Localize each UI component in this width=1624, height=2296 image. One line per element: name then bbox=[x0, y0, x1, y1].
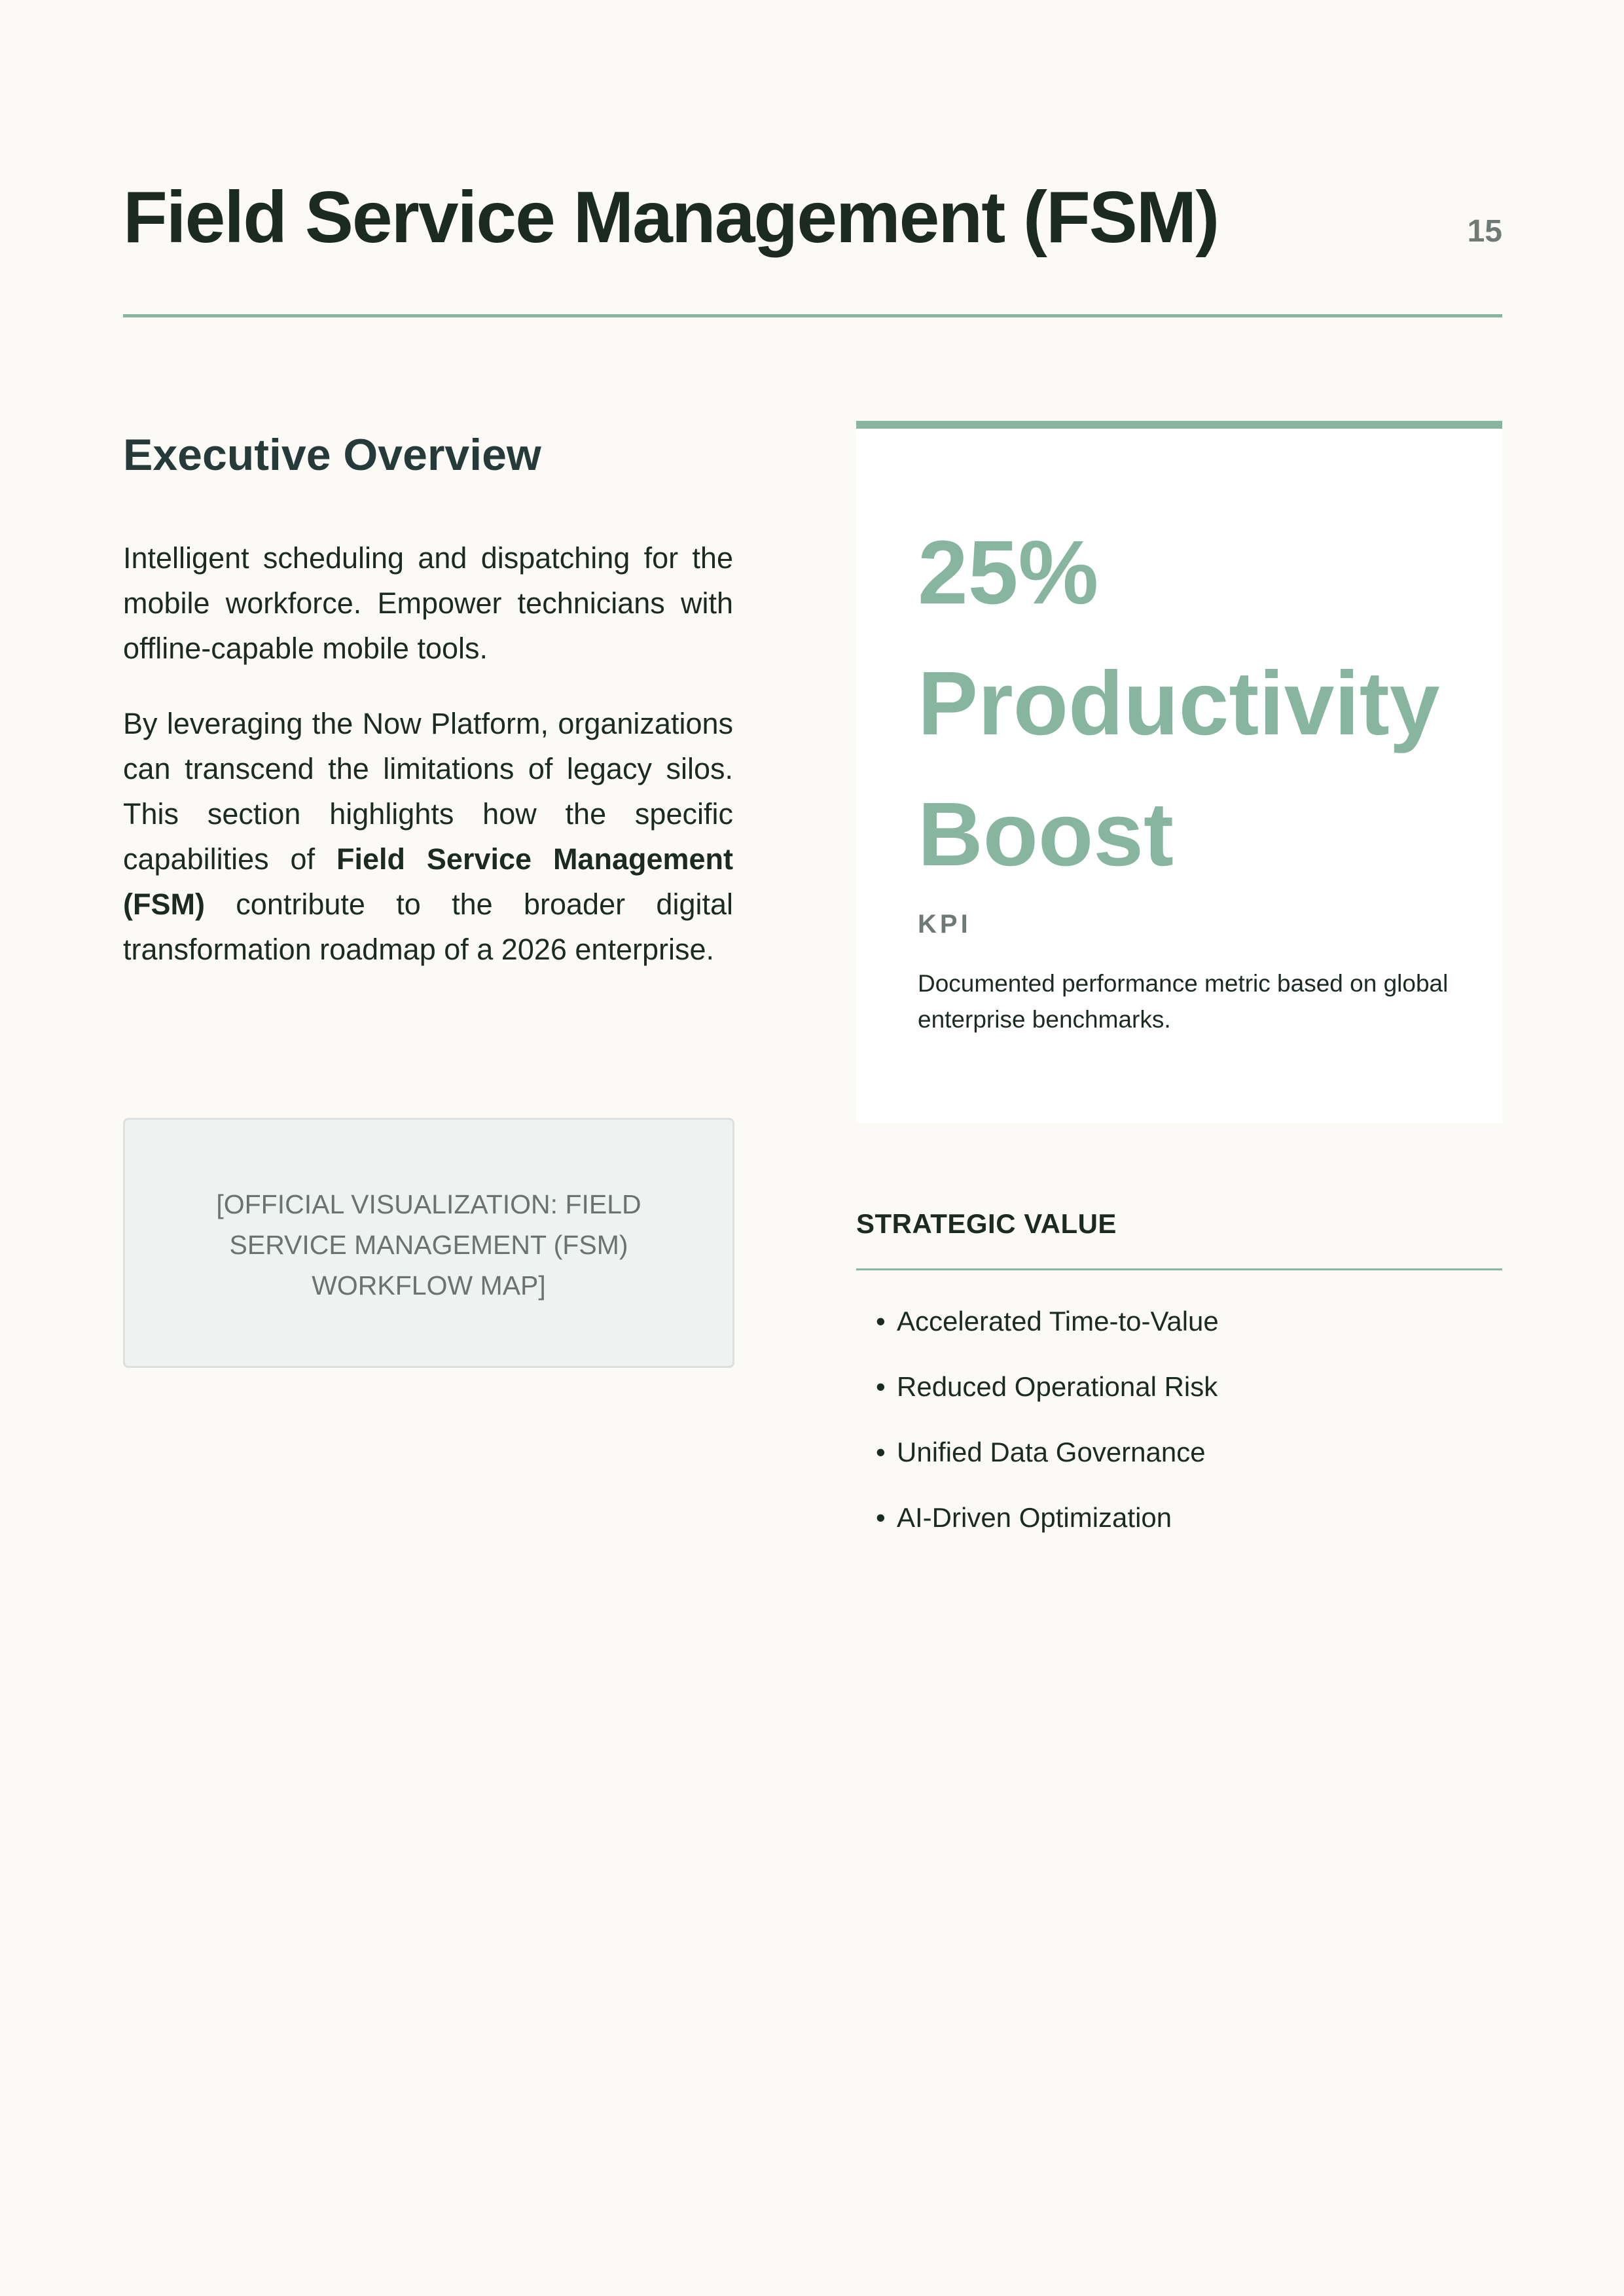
bullet-icon: • bbox=[876, 1371, 886, 1402]
bullet-icon: • bbox=[876, 1306, 886, 1336]
visualization-placeholder-text: [OFFICIAL VISUALIZATION: FIELD SERVICE MANAGEMENT (FSM) WORKFLOW MAP] bbox=[216, 1189, 641, 1300]
strategic-value-divider bbox=[856, 1268, 1502, 1270]
page-number: 15 bbox=[1467, 214, 1502, 249]
list-item bbox=[856, 1367, 1502, 1407]
page-title: Field Service Management (FSM) bbox=[123, 177, 1219, 258]
kpi-label: KPI bbox=[918, 910, 971, 939]
list-item-text: Unified Data Governance bbox=[897, 1437, 1206, 1467]
paragraph-text: By leveraging the Now Platform, organizations can transcend the limitations of legacy silos. This section highlights how the specific capabilities of bbox=[123, 707, 733, 876]
paragraph-text: contribute to the broader digital transformation roadmap of a 2026 enterprise. bbox=[123, 888, 733, 966]
kpi-description: Documented performance metric based on global enterprise benchmarks. bbox=[918, 970, 1449, 1033]
list-item bbox=[856, 1302, 1502, 1341]
overview-paragraph-1: Intelligent scheduling and dispatching for the mobile workforce. Empower technicians with offline-capable mobile tools. bbox=[123, 541, 733, 665]
visualization-placeholder bbox=[123, 1118, 734, 1368]
strategic-value-list bbox=[856, 1302, 1502, 1537]
list-item-text: Accelerated Time-to-Value bbox=[897, 1306, 1219, 1336]
list-item-text: AI-Driven Optimization bbox=[897, 1502, 1172, 1533]
kpi-value: 25% Productivity Boost bbox=[918, 522, 1440, 885]
strategic-value-section bbox=[856, 1204, 1502, 1564]
list-item bbox=[856, 1498, 1502, 1537]
overview-paragraph-2 bbox=[123, 701, 733, 972]
header-divider bbox=[123, 314, 1502, 317]
section-heading: Executive Overview bbox=[123, 430, 541, 480]
bullet-icon: • bbox=[876, 1502, 886, 1533]
kpi-card bbox=[856, 421, 1502, 1123]
bullet-icon: • bbox=[876, 1437, 886, 1467]
paragraph-emphasis: Field Service Management (FSM) bbox=[123, 842, 733, 921]
strategic-value-heading: STRATEGIC VALUE bbox=[856, 1208, 1117, 1239]
page-header bbox=[123, 171, 1502, 270]
executive-overview-section bbox=[123, 419, 733, 972]
list-item bbox=[856, 1433, 1502, 1472]
document-page bbox=[123, 0, 1502, 2296]
list-item-text: Reduced Operational Risk bbox=[897, 1371, 1218, 1402]
